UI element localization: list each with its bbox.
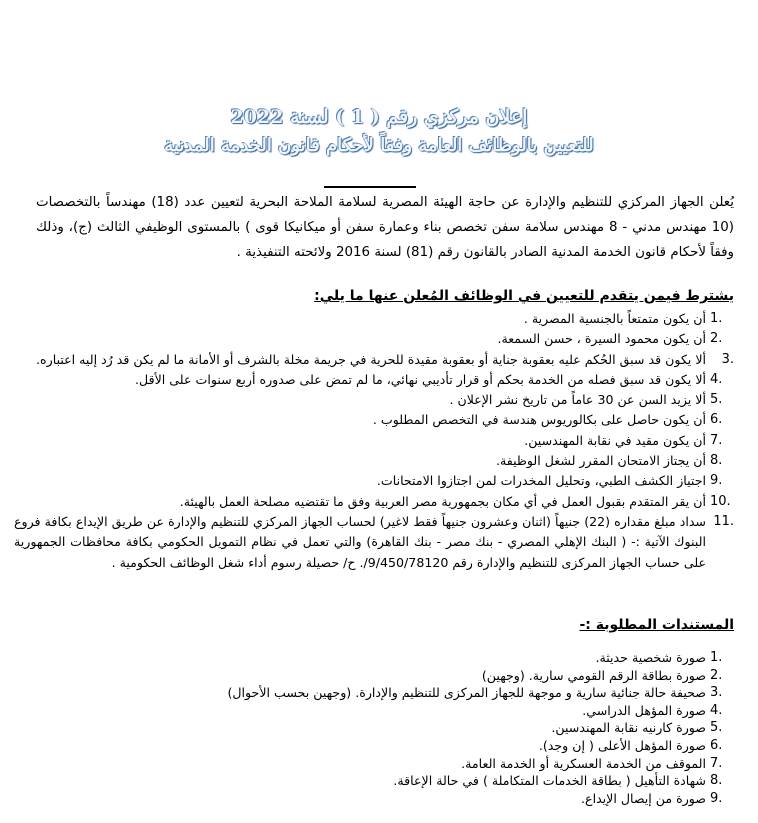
item-number: 3. xyxy=(721,351,734,367)
item-text: صورة كارنيه نقابة المهندسين. xyxy=(551,720,706,736)
requirement-item xyxy=(14,410,734,430)
document-item xyxy=(14,755,734,773)
title-divider xyxy=(324,186,416,188)
document-item xyxy=(14,649,734,667)
requirement-item xyxy=(14,329,734,349)
documents-list xyxy=(14,649,734,807)
item-number: 2. xyxy=(710,667,723,683)
requirement-item xyxy=(14,309,734,329)
item-number: 8. xyxy=(710,453,723,469)
document-item xyxy=(14,667,734,685)
requirement-item xyxy=(14,370,734,390)
requirement-item xyxy=(14,471,734,491)
item-text: الموقف من الخدمة العسكرية أو الخدمة العامة. xyxy=(461,755,706,771)
item-text: أن يكون متمتعاً بالجنسية المصرية . xyxy=(523,311,706,326)
item-text: سداد مبلغ مقداره (22) جنيهاً (اثنان وعشرون جنيهاً فقط لاغير) لحساب الجهاز المركزي للتنظيم والإدارة عن طريق الإيداع بكافة فروع البنوك الآتية :- ( البنك الإهلي المصري - بنك مصر - بنك القاهرة) والتي تعمل في نظام التمويل الحكومي بكافة محافظات الجمهورية على حساب الجهاز المركزى للتنظيم والإدارة رقم 9/450/78120/. ح/ حصيلة رسوم أداء شغل الوظائف الحكومية . xyxy=(14,513,706,570)
requirement-item xyxy=(14,512,734,573)
item-text: شهادة التأهيل ( بطاقة الخدمات المتكاملة ) في حالة الإعاقة. xyxy=(393,773,706,789)
item-text: صورة بطاقة الرقم القومي سارية. (وجهين) xyxy=(481,667,706,683)
intro-paragraph: يُعلن الجهاز المركزي للتنظيم والإدارة عن حاجة الهيئة المصرية لسلامة الملاحة البحرية لتعيين عدد (18) مهندساً بالتخصصات (10 مهندس مدني - 8 مهندس سلامة سفن تخصص بناء وعمارة سفن أو ميكانيكا قوى ) بالمستوى الوظيفي الثالث (ج)، وذلك وفقاً لأحكام قانون الخدمة المدنية الصادر بالقانون رقم (81) لسنة 2016 ولائحته التنفيذية . xyxy=(36,195,734,261)
item-text: صحيفة حالة جنائية سارية و موجهة للجهاز المركزى للتنظيم والإدارة. (وجهين بحسب الأحوال) xyxy=(227,685,706,701)
item-text: ألا يكون قد سبق فصله من الخدمة بحكم أو قرار تأديبي نهائي، ما لم تمض على صدوره أربع سنوات على الأقل. xyxy=(135,371,706,387)
item-text: صورة شخصية حديثة. xyxy=(595,650,706,665)
item-number: 4. xyxy=(710,371,723,387)
document-item xyxy=(14,702,734,720)
item-number: 9. xyxy=(710,473,723,489)
item-text: أن يكون مقيد في نقابة المهندسين. xyxy=(524,432,706,448)
requirement-item xyxy=(14,451,734,471)
item-number: 7. xyxy=(710,755,723,771)
requirement-item xyxy=(14,431,734,451)
item-text: ألا يكون قد سبق الحُكم عليه بعقوبة جناية أو بعقوبة مقيدة للحرية في جريمة مخلة بالشرف أو الأمانة ما لم يكن قد رُد إليه اعتباره. xyxy=(36,351,706,367)
item-text: ألا يزيد السن عن 30 عاماً من تاريخ نشر الإعلان . xyxy=(449,392,706,408)
item-number: 3. xyxy=(710,685,723,701)
item-number: 8. xyxy=(710,773,723,789)
documents-heading: المستندات المطلوبة :- xyxy=(579,617,734,633)
item-text: أن يجتاز الامتحان المقرر لشغل الوظيفة. xyxy=(495,453,706,469)
document-item xyxy=(14,790,734,808)
document-item xyxy=(14,772,734,790)
requirements-heading: يشترط فيمن يتقدم للتعيين في الوظائف المُعلن عنها ما يلي: xyxy=(314,288,734,304)
item-number: 6. xyxy=(710,737,723,753)
document-item xyxy=(14,684,734,702)
item-text: صورة من إيصال الإيداع. xyxy=(581,790,706,806)
requirements-list xyxy=(14,309,734,573)
item-number: 11. xyxy=(713,513,734,529)
item-number: 5. xyxy=(710,720,723,736)
item-number: 7. xyxy=(710,432,723,448)
item-number: 10. xyxy=(710,493,731,509)
item-number: 9. xyxy=(710,790,723,806)
item-text: أن يكون حاصل على بكالوريوس هندسة في التخصص المطلوب . xyxy=(372,412,706,428)
item-text: اجتياز الكشف الطبي، وتحليل المخدرات لمن اجتازوا الامتحانات. xyxy=(376,473,706,489)
item-text: أن يقر المتقدم بقبول العمل في أي مكان بجمهورية مصر العربية وفق ما تقتضيه مصلحة العمل بالهيئة. xyxy=(179,493,706,509)
item-number: 5. xyxy=(710,392,723,408)
requirement-item xyxy=(14,492,734,512)
item-number: 1. xyxy=(710,311,723,326)
requirement-item xyxy=(14,390,734,410)
item-number: 2. xyxy=(710,331,723,347)
item-text: صورة المؤهل الأعلى ( إن وجد). xyxy=(538,737,706,753)
item-number: 6. xyxy=(710,412,723,428)
announcement-title: إعلان مركزي رقم ( 1 ) لسنة 2022 xyxy=(230,106,528,128)
document-item xyxy=(14,737,734,755)
requirement-item xyxy=(14,350,734,370)
document-item xyxy=(14,719,734,737)
item-number: 1. xyxy=(710,650,723,665)
item-number: 4. xyxy=(710,702,723,718)
announcement-subtitle: للتعيين بالوظائف العامة وفقاً لأحكام قانون الخدمة المدنية xyxy=(164,135,594,156)
item-text: صورة المؤهل الدراسي. xyxy=(582,702,706,718)
item-text: أن يكون محمود السيرة ، حسن السمعة. xyxy=(497,331,706,347)
